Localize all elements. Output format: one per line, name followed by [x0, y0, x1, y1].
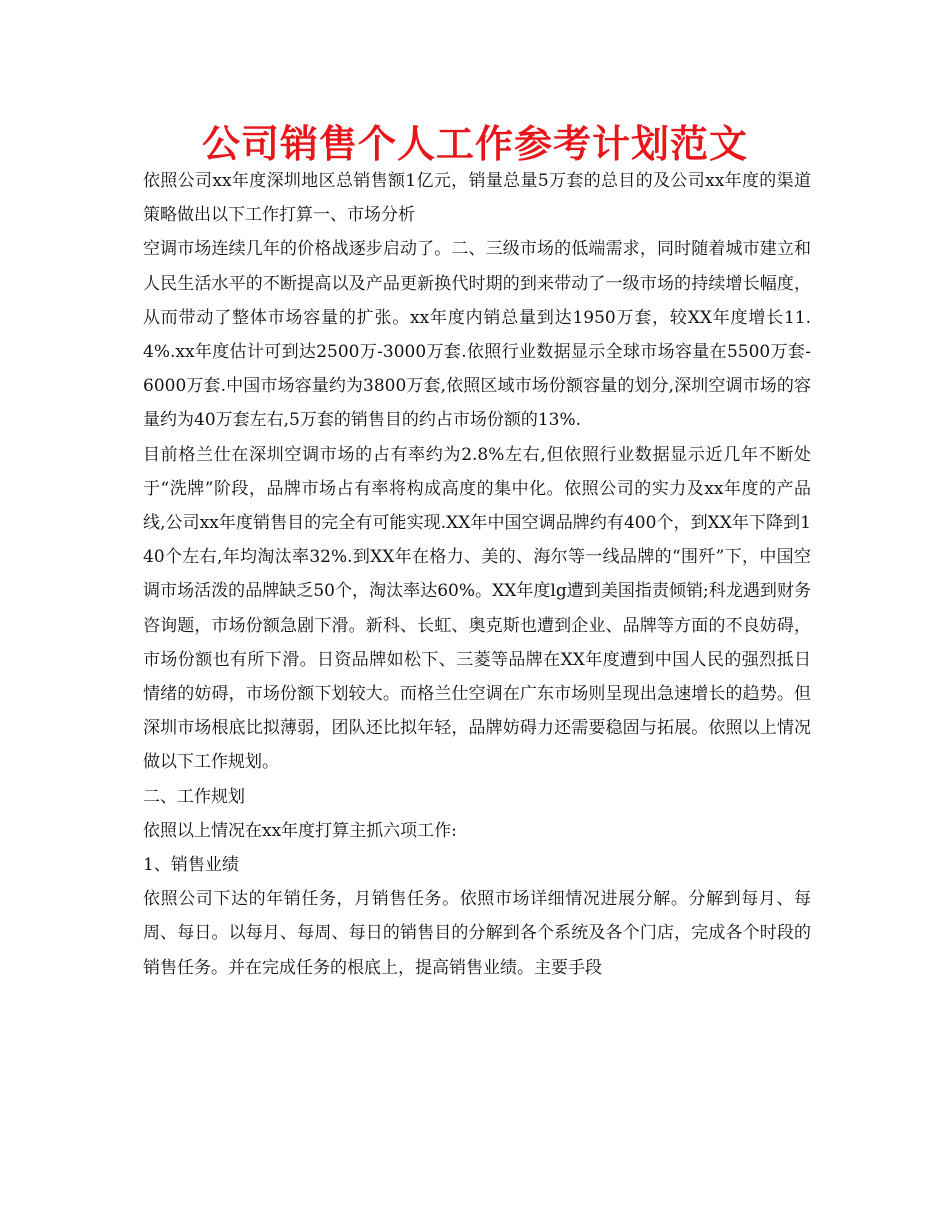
paragraph-six-tasks: 依照以上情况在xx年度打算主抓六项工作:	[143, 820, 457, 841]
document-body	[143, 164, 811, 985]
paragraph-brand-situation: 目前格兰仕在深圳空调市场的占有率约为2.8%左右,但依照行业数据显示近几年不断处于“洗牌”阶段，品牌市场占有率将构成高度的集中化。依照公司的实力及xx年度的产品线,公司xx年度销售目的完全有可能实现.XX年中国空调品牌约有400个，到XX年下降到140个左右,年均淘汰率32%.到XX年在格力、美的、海尔等一线品牌的“围歼”下，中国空调市场活泼的品牌缺乏50个，淘汰率达60%。XX年度lg遭到美国指责倾销;科龙遇到财务咨询题，市场份额急剧下滑。新科、长虹、奥克斯也遭到企业、品牌等方面的不良妨碍，市场份额也有所下滑。日资品牌如松下、三菱等品牌在XX年度遭到中国人民的强烈抵日情绪的妨碍，市场份额下划较大。而格兰仕空调在广东市场则呈现出急速增长的趋势。但深圳市场根底比拟薄弱，团队还比拟年轻，品牌妨碍力还需要稳固与拓展。依照以上情况做以下工作规划。	[143, 444, 811, 773]
paragraph-market-analysis: 空调市场连续几年的价格战逐步启动了。二、三级市场的低端需求，同时随着城市建立和人民生活水平的不断提高以及产品更新换代时期的到来带动了一级市场的持续增长幅度，从而带动了整体市场容量的扩张。xx年度内销总量到达1950万套，较XX年度增长11.4%.xx年度估计可到达2500万-3000万套.依照行业数据显示全球市场容量在5500万套-6000万套.中国市场容量约为3800万套,依照区域市场份额容量的划分,深圳空调市场的容量约为40万套左右,5万套的销售目的约占市场份额的13%.	[143, 239, 811, 431]
subheading-sales-performance: 1、销售业绩	[143, 855, 239, 876]
document-title: 公司销售个人工作参考计划范文	[201, 122, 748, 166]
paragraph-sales-tasks: 依照公司下达的年销任务，月销售任务。依照市场详细情况进展分解。分解到每月、每周、每日。以每月、每周、每日的销售目的分解到各个系统及各个门店，完成各个时段的销售任务。并在完成任务的根底上，提高销售业绩。主要手段	[143, 889, 811, 978]
section-heading-work-plan: 二、工作规划	[143, 786, 245, 807]
paragraph-intro: 依照公司xx年度深圳地区总销售额1亿元，销量总量5万套的总目的及公司xx年度的渠道策略做出以下工作打算一、市场分析	[143, 171, 811, 226]
